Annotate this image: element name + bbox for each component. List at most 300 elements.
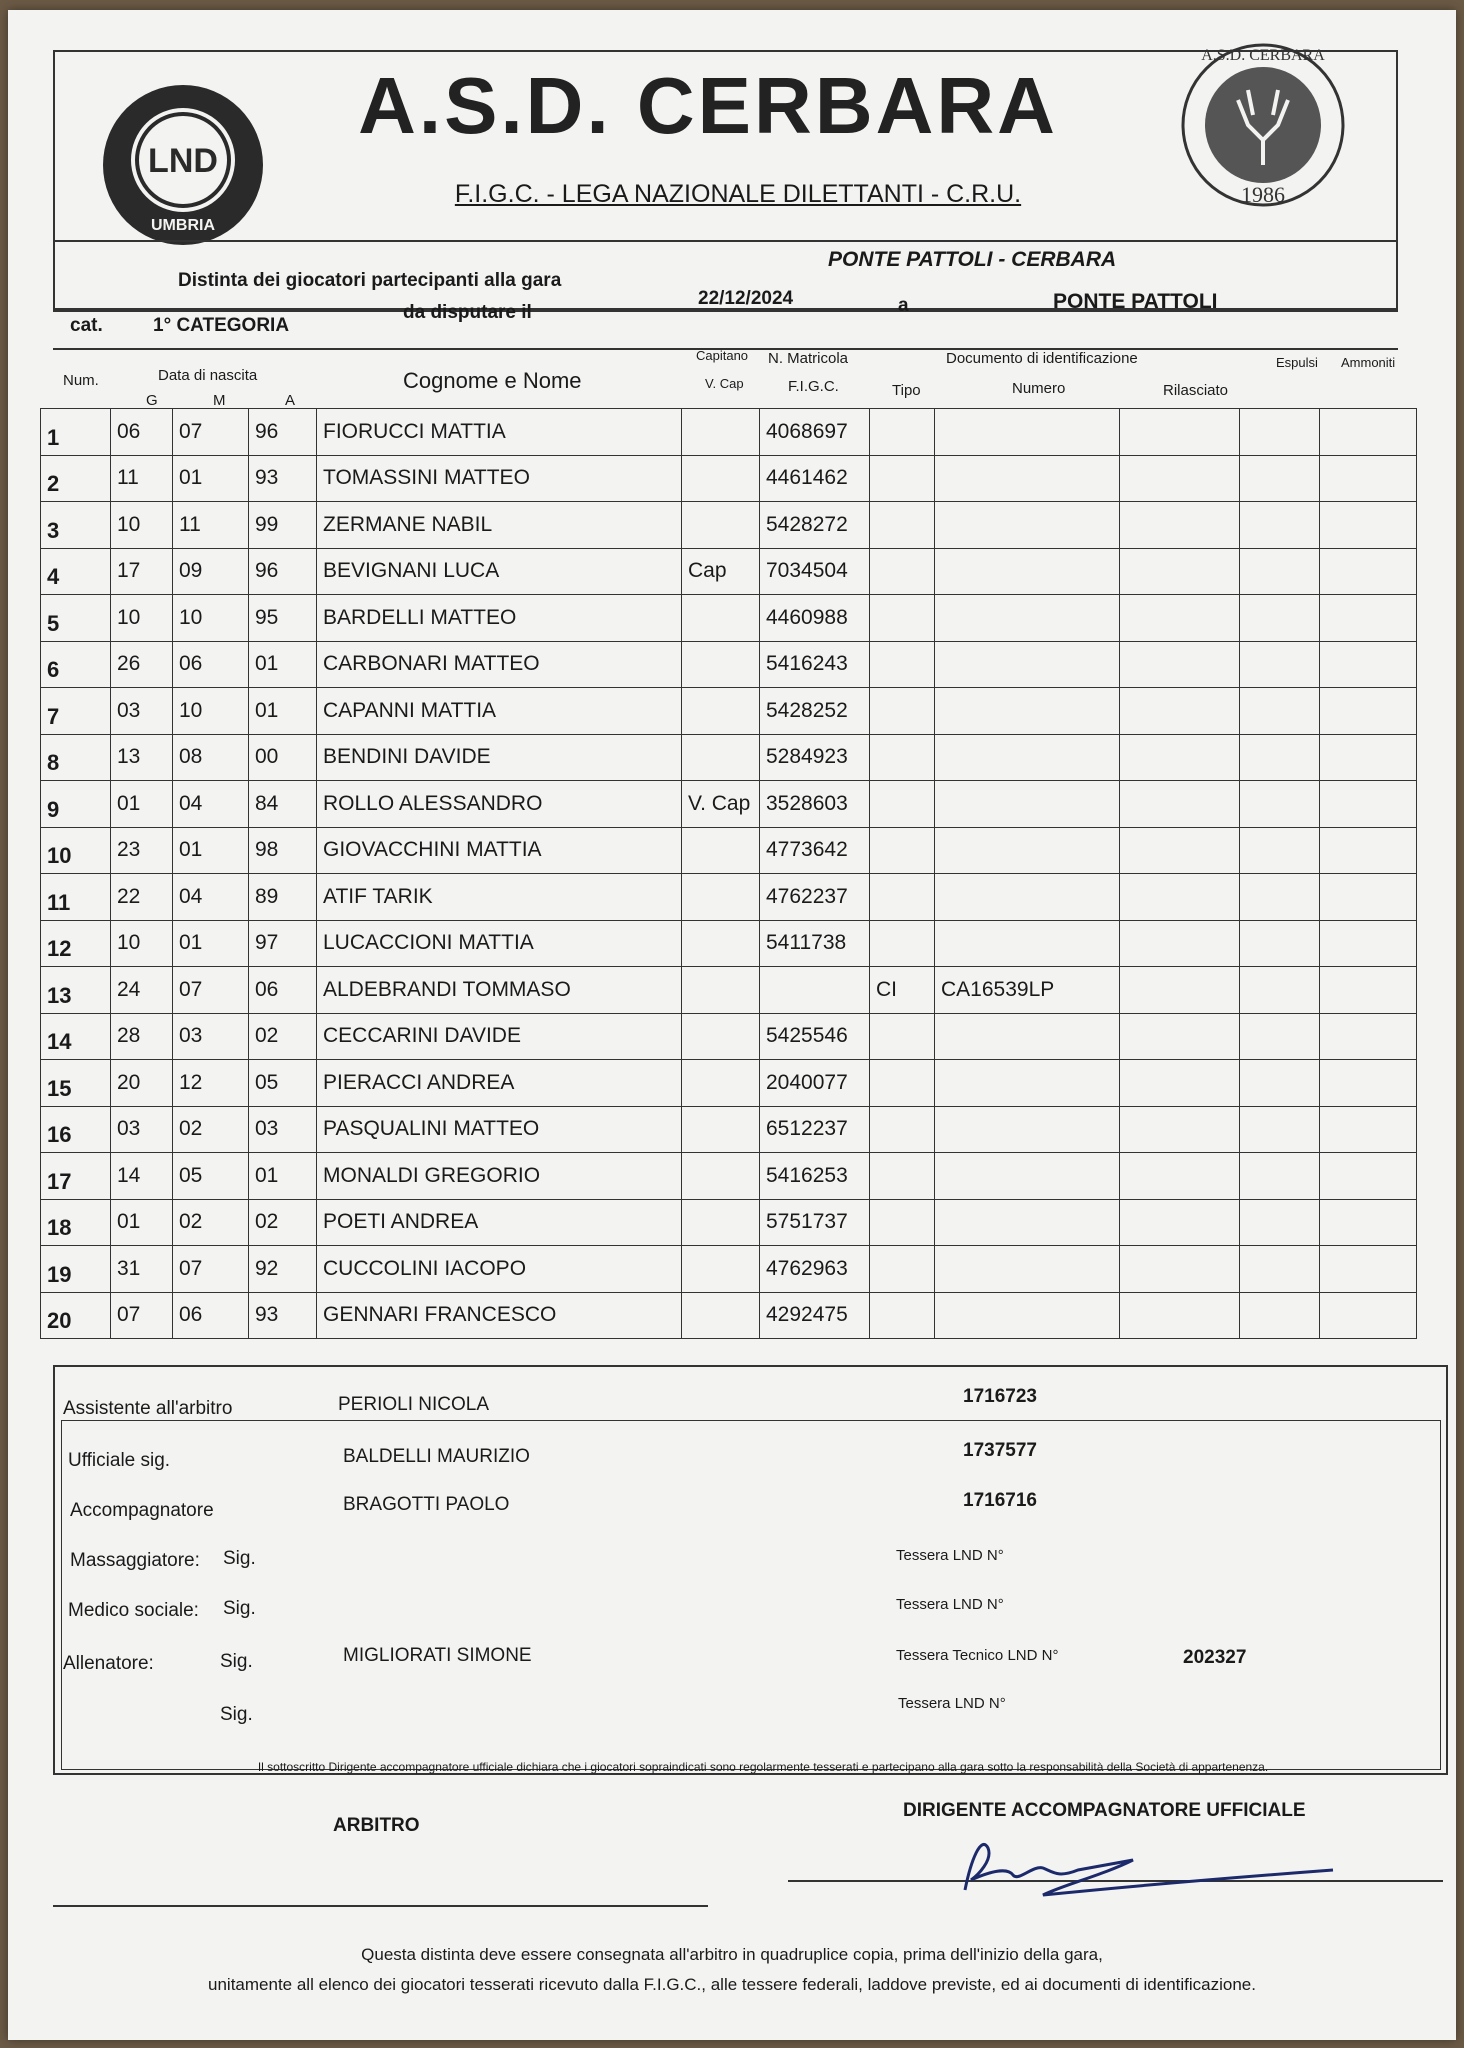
col-ammoniti: Ammoniti <box>1341 355 1396 370</box>
birth-month: 11 <box>173 502 249 549</box>
document-number: CA16539LP <box>935 967 1120 1014</box>
tessera-lnd-label: Tessera LND N° <box>898 1695 1006 1712</box>
matricola-number: 4292475 <box>760 1292 870 1339</box>
accompagnatore-label: Accompagnatore <box>70 1500 214 1521</box>
matricola-number: 6512237 <box>760 1106 870 1153</box>
document-type <box>870 827 935 874</box>
document-number <box>935 1013 1120 1060</box>
booked-cell <box>1320 688 1417 735</box>
player-number: 11 <box>41 874 111 921</box>
birth-day: 17 <box>111 548 173 595</box>
player-number: 20 <box>41 1292 111 1339</box>
document-type: CI <box>870 967 935 1014</box>
matricola-number: 5425546 <box>760 1013 870 1060</box>
matricola-number: 5416243 <box>760 641 870 688</box>
col-a: A <box>285 392 296 409</box>
document-type <box>870 409 935 456</box>
document-issuer <box>1120 1153 1240 1200</box>
birth-month: 01 <box>173 455 249 502</box>
birth-month: 09 <box>173 548 249 595</box>
document-type <box>870 874 935 921</box>
birth-month: 12 <box>173 1060 249 1107</box>
allenatore-name: MIGLIORATI SIMONE <box>343 1645 532 1666</box>
arbitro-label: ARBITRO <box>333 1815 420 1836</box>
player-name: CARBONARI MATTEO <box>317 641 682 688</box>
booked-cell <box>1320 874 1417 921</box>
captain-mark <box>682 1013 760 1060</box>
col-m: M <box>213 392 226 409</box>
player-row <box>41 641 1417 688</box>
expelled-cell <box>1240 781 1320 828</box>
player-row <box>41 409 1417 456</box>
player-name: BEVIGNANI LUCA <box>317 548 682 595</box>
player-name: BARDELLI MATTEO <box>317 595 682 642</box>
booked-cell <box>1320 1153 1417 1200</box>
booked-cell <box>1320 827 1417 874</box>
col-numero: Numero <box>1012 380 1066 397</box>
birth-month: 04 <box>173 874 249 921</box>
player-row <box>41 1013 1417 1060</box>
document-issuer <box>1120 1106 1240 1153</box>
birth-year: 84 <box>249 781 317 828</box>
birth-year: 01 <box>249 641 317 688</box>
birth-year: 02 <box>249 1013 317 1060</box>
distinta-label: Distinta dei giocatori partecipanti alla gara <box>178 270 562 291</box>
document-issuer <box>1120 1246 1240 1293</box>
document-number <box>935 688 1120 735</box>
document-issuer <box>1120 1199 1240 1246</box>
expelled-cell <box>1240 1292 1320 1339</box>
sig-label: Sig. <box>223 1598 256 1619</box>
booked-cell <box>1320 920 1417 967</box>
document-type <box>870 1106 935 1153</box>
note-line-2: unitamente all elenco dei giocatori tesserati ricevuto dalla F.I.G.C., alle tessere federali, laddove previste, ed ai documenti di identificazione. <box>208 1975 1256 1994</box>
matricola-number: 5284923 <box>760 734 870 781</box>
birth-year: 00 <box>249 734 317 781</box>
birth-year: 96 <box>249 409 317 456</box>
player-number: 13 <box>41 967 111 1014</box>
col-birth-date: Data di nascita <box>158 367 258 384</box>
document-type <box>870 548 935 595</box>
player-name: ZERMANE NABIL <box>317 502 682 549</box>
birth-day: 26 <box>111 641 173 688</box>
player-name: CAPANNI MATTIA <box>317 688 682 735</box>
document-type <box>870 781 935 828</box>
booked-cell <box>1320 641 1417 688</box>
player-row <box>41 1060 1417 1107</box>
divider <box>53 240 1398 242</box>
col-name: Cognome e Nome <box>403 368 582 393</box>
birth-month: 07 <box>173 1246 249 1293</box>
document-type <box>870 595 935 642</box>
birth-month: 01 <box>173 827 249 874</box>
player-row <box>41 920 1417 967</box>
arbitro-signature-line <box>53 1905 708 1907</box>
booked-cell <box>1320 1292 1417 1339</box>
player-name: TOMASSINI MATTEO <box>317 455 682 502</box>
birth-year: 99 <box>249 502 317 549</box>
booked-cell <box>1320 1199 1417 1246</box>
player-number: 15 <box>41 1060 111 1107</box>
birth-month: 07 <box>173 967 249 1014</box>
document-type <box>870 1246 935 1293</box>
medico-label: Medico sociale: <box>68 1600 199 1621</box>
accompagnatore-name: BRAGOTTI PAOLO <box>343 1494 510 1515</box>
tessera-tecnico-label: Tessera Tecnico LND N° <box>896 1647 1059 1664</box>
booked-cell <box>1320 502 1417 549</box>
player-number: 18 <box>41 1199 111 1246</box>
player-name: GIOVACCHINI MATTIA <box>317 827 682 874</box>
document-type <box>870 641 935 688</box>
player-number: 5 <box>41 595 111 642</box>
birth-month: 07 <box>173 409 249 456</box>
captain-mark <box>682 595 760 642</box>
venue: PONTE PATTOLI <box>1053 290 1218 313</box>
player-row <box>41 548 1417 595</box>
document-type <box>870 734 935 781</box>
document-issuer <box>1120 455 1240 502</box>
document-number <box>935 595 1120 642</box>
birth-day: 06 <box>111 409 173 456</box>
lnd-umbria-logo <box>98 80 268 255</box>
sig-label: Sig. <box>220 1704 253 1725</box>
birth-month: 04 <box>173 781 249 828</box>
document-number <box>935 409 1120 456</box>
booked-cell <box>1320 1013 1417 1060</box>
col-rilasciato: Rilasciato <box>1163 382 1229 399</box>
expelled-cell <box>1240 641 1320 688</box>
player-number: 7 <box>41 688 111 735</box>
captain-mark <box>682 920 760 967</box>
birth-day: 22 <box>111 874 173 921</box>
document-type <box>870 920 935 967</box>
birth-year: 96 <box>249 548 317 595</box>
player-number: 16 <box>41 1106 111 1153</box>
captain-mark <box>682 688 760 735</box>
expelled-cell <box>1240 548 1320 595</box>
document-issuer <box>1120 827 1240 874</box>
assistente-number: 1716723 <box>963 1386 1037 1407</box>
player-name: MONALDI GREGORIO <box>317 1153 682 1200</box>
birth-day: 01 <box>111 781 173 828</box>
expelled-cell <box>1240 1153 1320 1200</box>
document-issuer <box>1120 1013 1240 1060</box>
document-number <box>935 1292 1120 1339</box>
birth-month: 02 <box>173 1199 249 1246</box>
birth-day: 13 <box>111 734 173 781</box>
expelled-cell <box>1240 409 1320 456</box>
player-number: 3 <box>41 502 111 549</box>
tessera-tecnico-number: 202327 <box>1183 1647 1247 1668</box>
expelled-cell <box>1240 874 1320 921</box>
col-matricola: N. Matricola <box>768 350 849 367</box>
document-type <box>870 1060 935 1107</box>
booked-cell <box>1320 548 1417 595</box>
expelled-cell <box>1240 1199 1320 1246</box>
club-seal-logo <box>1178 30 1348 225</box>
document-issuer <box>1120 734 1240 781</box>
matricola-number: 4773642 <box>760 827 870 874</box>
document-issuer <box>1120 1060 1240 1107</box>
matricola-number: 4762237 <box>760 874 870 921</box>
booked-cell <box>1320 1060 1417 1107</box>
birth-year: 93 <box>249 455 317 502</box>
col-captain: Capitano <box>696 348 749 363</box>
category-value: 1° CATEGORIA <box>153 315 290 336</box>
accompagnatore-number: 1716716 <box>963 1490 1037 1511</box>
player-name: ROLLO ALESSANDRO <box>317 781 682 828</box>
birth-day: 14 <box>111 1153 173 1200</box>
expelled-cell <box>1240 1013 1320 1060</box>
document-number <box>935 1106 1120 1153</box>
player-number: 12 <box>41 920 111 967</box>
captain-mark <box>682 827 760 874</box>
matricola-number: 5416253 <box>760 1153 870 1200</box>
birth-month: 06 <box>173 1292 249 1339</box>
match-name: PONTE PATTOLI - CERBARA <box>828 248 1117 271</box>
staff-inner-frame <box>61 1420 1441 1770</box>
player-row <box>41 874 1417 921</box>
birth-month: 06 <box>173 641 249 688</box>
document-number <box>935 734 1120 781</box>
captain-mark <box>682 502 760 549</box>
expelled-cell <box>1240 1106 1320 1153</box>
player-row <box>41 967 1417 1014</box>
matricola-number: 4068697 <box>760 409 870 456</box>
birth-day: 10 <box>111 502 173 549</box>
expelled-cell <box>1240 827 1320 874</box>
expelled-cell <box>1240 967 1320 1014</box>
expelled-cell <box>1240 920 1320 967</box>
player-number: 19 <box>41 1246 111 1293</box>
handwritten-signature <box>953 1830 1343 1915</box>
birth-year: 93 <box>249 1292 317 1339</box>
booked-cell <box>1320 595 1417 642</box>
lnd-logo-text: LND <box>148 142 218 180</box>
document-issuer <box>1120 920 1240 967</box>
tessera-lnd-label: Tessera LND N° <box>896 1596 1004 1613</box>
document-issuer <box>1120 409 1240 456</box>
captain-mark <box>682 1060 760 1107</box>
matricola-number: 5428272 <box>760 502 870 549</box>
club-seal-year: 1986 <box>1241 182 1285 207</box>
document-number <box>935 502 1120 549</box>
document-issuer <box>1120 1292 1240 1339</box>
captain-mark <box>682 1292 760 1339</box>
birth-month: 10 <box>173 595 249 642</box>
col-vice-captain: V. Cap <box>705 376 744 391</box>
player-name: ATIF TARIK <box>317 874 682 921</box>
birth-day: 01 <box>111 1199 173 1246</box>
document-type <box>870 688 935 735</box>
document-type <box>870 502 935 549</box>
birth-month: 05 <box>173 1153 249 1200</box>
birth-month: 02 <box>173 1106 249 1153</box>
player-name: ALDEBRANDI TOMMASO <box>317 967 682 1014</box>
match-date: 22/12/2024 <box>698 288 794 309</box>
birth-day: 07 <box>111 1292 173 1339</box>
player-number: 2 <box>41 455 111 502</box>
document-type <box>870 455 935 502</box>
expelled-cell <box>1240 455 1320 502</box>
document-type <box>870 1292 935 1339</box>
expelled-cell <box>1240 1060 1320 1107</box>
player-row <box>41 688 1417 735</box>
lnd-logo-region: UMBRIA <box>151 217 215 234</box>
player-row <box>41 734 1417 781</box>
document-number <box>935 874 1120 921</box>
player-name: POETI ANDREA <box>317 1199 682 1246</box>
player-name: GENNARI FRANCESCO <box>317 1292 682 1339</box>
birth-month: 10 <box>173 688 249 735</box>
birth-month: 01 <box>173 920 249 967</box>
player-number: 6 <box>41 641 111 688</box>
player-row <box>41 1292 1417 1339</box>
allenatore-label: Allenatore: <box>63 1653 154 1674</box>
expelled-cell <box>1240 595 1320 642</box>
matricola-number: 4460988 <box>760 595 870 642</box>
booked-cell <box>1320 967 1417 1014</box>
player-name: FIORUCCI MATTIA <box>317 409 682 456</box>
note-line-1: Questa distinta deve essere consegnata all'arbitro in quadruplice copia, prima dell'inizio della gara, <box>361 1945 1103 1964</box>
col-document: Documento di identificazione <box>946 350 1138 367</box>
birth-day: 28 <box>111 1013 173 1060</box>
captain-mark <box>682 734 760 781</box>
col-figc: F.I.G.C. <box>788 378 839 395</box>
roster-sheet <box>8 10 1456 2040</box>
birth-year: 01 <box>249 1153 317 1200</box>
ufficiale-label: Ufficiale sig. <box>68 1450 171 1471</box>
captain-mark <box>682 874 760 921</box>
expelled-cell <box>1240 688 1320 735</box>
birth-day: 10 <box>111 920 173 967</box>
col-num: Num. <box>63 372 99 389</box>
booked-cell <box>1320 781 1417 828</box>
player-row <box>41 1199 1417 1246</box>
matricola-number: 4461462 <box>760 455 870 502</box>
booked-cell <box>1320 455 1417 502</box>
player-number: 4 <box>41 548 111 595</box>
cat-label: cat. <box>70 315 103 336</box>
assistente-name: PERIOLI NICOLA <box>338 1394 489 1415</box>
declaration-text: Il sottoscritto Dirigente accompagnatore ufficiale dichiara che i giocatori sopraindicati sono regolarmente tesserati e partecipano alla gara sotto la responsabilità della Società di appartenenza. <box>257 1760 1269 1774</box>
player-name: PIERACCI ANDREA <box>317 1060 682 1107</box>
document-number <box>935 1153 1120 1200</box>
birth-day: 31 <box>111 1246 173 1293</box>
player-name: LUCACCIONI MATTIA <box>317 920 682 967</box>
document-number <box>935 455 1120 502</box>
birth-day: 20 <box>111 1060 173 1107</box>
club-seal-text: A.S.D. CERBARA <box>1201 47 1325 64</box>
player-number: 9 <box>41 781 111 828</box>
player-number: 17 <box>41 1153 111 1200</box>
club-title: A.S.D. CERBARA <box>358 61 1058 150</box>
captain-mark <box>682 1106 760 1153</box>
birth-year: 05 <box>249 1060 317 1107</box>
massaggiatore-label: Massaggiatore: <box>70 1550 200 1571</box>
matricola-number: 4762963 <box>760 1246 870 1293</box>
birth-day: 23 <box>111 827 173 874</box>
document-type <box>870 1199 935 1246</box>
player-row <box>41 502 1417 549</box>
birth-year: 06 <box>249 967 317 1014</box>
booked-cell <box>1320 409 1417 456</box>
player-name: BENDINI DAVIDE <box>317 734 682 781</box>
players-table <box>40 408 1417 1339</box>
captain-mark <box>682 967 760 1014</box>
expelled-cell <box>1240 502 1320 549</box>
at-label: a <box>898 295 909 316</box>
document-number <box>935 1060 1120 1107</box>
sig-label: Sig. <box>220 1651 253 1672</box>
captain-mark <box>682 641 760 688</box>
document-issuer <box>1120 595 1240 642</box>
player-row <box>41 1106 1417 1153</box>
player-number: 8 <box>41 734 111 781</box>
document-number <box>935 641 1120 688</box>
birth-year: 92 <box>249 1246 317 1293</box>
player-row <box>41 827 1417 874</box>
booked-cell <box>1320 734 1417 781</box>
birth-day: 24 <box>111 967 173 1014</box>
matricola-number: 7034504 <box>760 548 870 595</box>
captain-mark <box>682 455 760 502</box>
birth-day: 03 <box>111 688 173 735</box>
booked-cell <box>1320 1106 1417 1153</box>
matricola-number: 3528603 <box>760 781 870 828</box>
expelled-cell <box>1240 734 1320 781</box>
document-issuer <box>1120 967 1240 1014</box>
document-issuer <box>1120 641 1240 688</box>
col-tipo: Tipo <box>892 382 921 399</box>
document-issuer <box>1120 688 1240 735</box>
captain-mark <box>682 1153 760 1200</box>
captain-mark: V. Cap <box>682 781 760 828</box>
document-number <box>935 548 1120 595</box>
birth-year: 01 <box>249 688 317 735</box>
expelled-cell <box>1240 1246 1320 1293</box>
document-issuer <box>1120 874 1240 921</box>
dirigente-label: DIRIGENTE ACCOMPAGNATORE UFFICIALE <box>903 1800 1306 1821</box>
col-espulsi: Espulsi <box>1276 355 1318 370</box>
document-number <box>935 920 1120 967</box>
document-issuer <box>1120 781 1240 828</box>
birth-year: 95 <box>249 595 317 642</box>
birth-month: 08 <box>173 734 249 781</box>
birth-day: 10 <box>111 595 173 642</box>
player-name: PASQUALINI MATTEO <box>317 1106 682 1153</box>
document-issuer <box>1120 548 1240 595</box>
birth-day: 03 <box>111 1106 173 1153</box>
captain-mark: Cap <box>682 548 760 595</box>
birth-day: 11 <box>111 455 173 502</box>
tessera-lnd-label: Tessera LND N° <box>896 1547 1004 1564</box>
birth-year: 02 <box>249 1199 317 1246</box>
col-g: G <box>146 392 158 409</box>
player-number: 1 <box>41 409 111 456</box>
booked-cell <box>1320 1246 1417 1293</box>
matricola-number <box>760 967 870 1014</box>
player-row <box>41 781 1417 828</box>
birth-month: 03 <box>173 1013 249 1060</box>
document-number <box>935 1246 1120 1293</box>
document-number <box>935 827 1120 874</box>
da-disputare-label: da disputare il <box>403 302 532 323</box>
birth-year: 89 <box>249 874 317 921</box>
birth-year: 97 <box>249 920 317 967</box>
player-name: CUCCOLINI IACOPO <box>317 1246 682 1293</box>
player-row <box>41 1246 1417 1293</box>
